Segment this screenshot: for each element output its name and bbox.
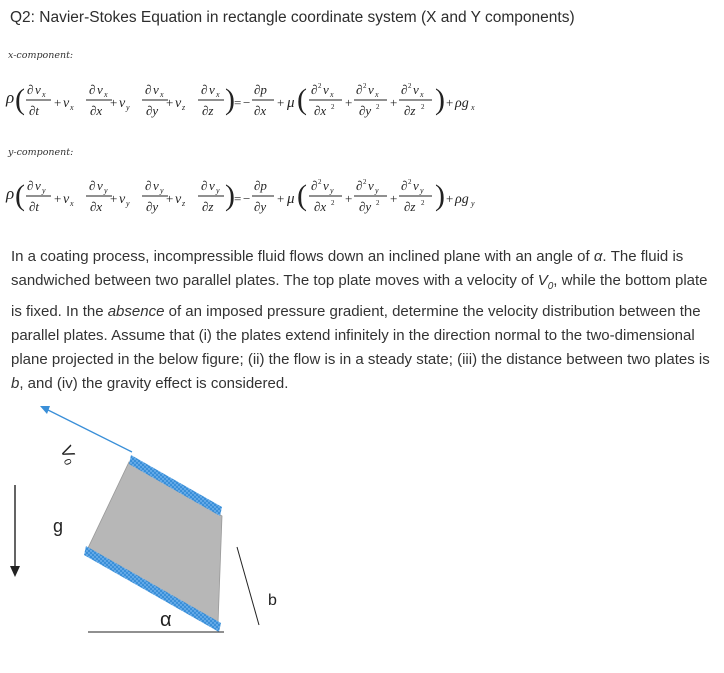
velocity-symbol: v bbox=[209, 82, 215, 97]
inclined-plates-figure bbox=[0, 400, 340, 640]
mu-symbol: μ bbox=[287, 191, 295, 207]
partial-denominator: ∂y bbox=[254, 199, 267, 214]
para-part-3: , while the bottom plate is fixed. In the bbox=[11, 272, 708, 320]
body-force: ρg bbox=[455, 96, 469, 111]
partial-symbol: ∂ bbox=[401, 82, 408, 97]
alpha-label: α bbox=[160, 609, 172, 631]
velocity-subscript: x bbox=[330, 90, 334, 99]
partial-symbol: ∂ bbox=[89, 82, 96, 97]
plus-symbol: + bbox=[446, 191, 454, 206]
spacing-line bbox=[237, 547, 259, 625]
velocity-subscript: y bbox=[42, 186, 46, 195]
v0-symbol bbox=[537, 272, 554, 293]
partial-symbol: ∂ bbox=[145, 178, 152, 193]
mu-symbol: μ bbox=[287, 95, 295, 111]
plus-symbol: + bbox=[390, 95, 398, 110]
question-title: Q2: Navier-Stokes Equation in rectangle coordinate system (X and Y components) bbox=[10, 9, 575, 26]
velocity-subscript: y bbox=[104, 186, 108, 195]
velocity-symbol: v bbox=[63, 96, 70, 111]
velocity-symbol: v bbox=[153, 178, 159, 193]
b-label: b bbox=[268, 592, 277, 609]
exponent: 2 bbox=[331, 199, 335, 207]
velocity-symbol: v bbox=[119, 96, 126, 111]
partial-denominator: ∂x bbox=[254, 103, 267, 118]
velocity-symbol: v bbox=[413, 178, 419, 193]
para-part-5: , and (iv) the gravity effect is considered. bbox=[19, 375, 289, 393]
plus-symbol: + bbox=[446, 95, 454, 110]
navier-stokes-x-equation bbox=[0, 70, 500, 130]
exponent: 2 bbox=[421, 199, 425, 207]
velocity-subscript: y bbox=[126, 199, 130, 208]
plus-symbol: + bbox=[166, 191, 174, 206]
exponent: 2 bbox=[376, 103, 380, 111]
velocity-subscript: x bbox=[216, 90, 220, 99]
partial-symbol: ∂ bbox=[311, 178, 318, 193]
velocity-symbol: v bbox=[63, 192, 70, 207]
body-force-subscript: y bbox=[471, 199, 475, 208]
velocity-subscript: x bbox=[70, 199, 74, 208]
velocity-subscript: x bbox=[42, 90, 46, 99]
partial-symbol: ∂ bbox=[145, 82, 152, 97]
partial-symbol: ∂ bbox=[201, 178, 208, 193]
partial-denominator: ∂t bbox=[29, 103, 40, 118]
plus-symbol: + bbox=[277, 95, 285, 110]
partial-symbol: ∂ bbox=[27, 178, 34, 193]
velocity-symbol: v bbox=[323, 178, 329, 193]
plus-symbol: + bbox=[54, 191, 62, 206]
paren: ) bbox=[435, 83, 445, 116]
v0-arrowhead bbox=[40, 406, 50, 414]
para-part-4: of an imposed pressure gradient, determine the velocity distribution between the parallel plates. Assume that (i) the plates extend infinitely in the direction normal to the two-dimensional plane projected in the below figure; (ii) the flow is in a steady state; (iii) the distance between two plates is bbox=[11, 302, 710, 369]
plus-symbol: + bbox=[345, 191, 353, 206]
velocity-symbol: v bbox=[35, 82, 41, 97]
equals-symbol: = bbox=[234, 191, 242, 206]
x-component-label: x-component: bbox=[8, 50, 74, 61]
partial-symbol: ∂ bbox=[401, 178, 408, 193]
navier-stokes-y-equation bbox=[0, 166, 500, 226]
partial-denominator: ∂x bbox=[314, 103, 327, 118]
exponent: 2 bbox=[363, 178, 367, 186]
minus-symbol: − bbox=[243, 191, 251, 206]
velocity-symbol: v bbox=[368, 82, 374, 97]
partial-symbol: ∂ bbox=[356, 178, 363, 193]
paren: ) bbox=[225, 179, 235, 212]
velocity-subscript: x bbox=[375, 90, 379, 99]
partial-denominator: ∂y bbox=[146, 199, 159, 214]
rho-symbol: ρ bbox=[6, 88, 15, 107]
plus-symbol: + bbox=[390, 191, 398, 206]
plus-symbol: + bbox=[54, 95, 62, 110]
partial-denominator: ∂y bbox=[359, 199, 372, 214]
paren: ( bbox=[297, 179, 307, 212]
exponent: 2 bbox=[408, 82, 412, 90]
velocity-subscript: z bbox=[182, 199, 186, 208]
para-part-2: . The fluid is sandwiched between two parallel plates. The top plate moves with a velocity of bbox=[11, 248, 684, 290]
velocity-symbol: v bbox=[413, 82, 419, 97]
fluid-region bbox=[88, 462, 222, 624]
paren: ( bbox=[297, 83, 307, 116]
b-symbol: b bbox=[11, 375, 20, 393]
partial-denominator: ∂x bbox=[314, 199, 327, 214]
partial-denominator: ∂z bbox=[202, 199, 214, 214]
exponent: 2 bbox=[363, 82, 367, 90]
exponent: 2 bbox=[421, 103, 425, 111]
velocity-subscript: y bbox=[216, 186, 220, 195]
partial-pressure: ∂p bbox=[254, 82, 267, 97]
exponent: 2 bbox=[318, 82, 322, 90]
y-component-label: y-component: bbox=[8, 147, 74, 158]
velocity-symbol: v bbox=[97, 178, 103, 193]
body-force-subscript: x bbox=[471, 103, 475, 112]
velocity-subscript: y bbox=[330, 186, 334, 195]
velocity-subscript: z bbox=[182, 103, 186, 112]
velocity-subscript: x bbox=[420, 90, 424, 99]
exponent: 2 bbox=[408, 178, 412, 186]
partial-symbol: ∂ bbox=[356, 82, 363, 97]
partial-denominator: ∂x bbox=[90, 103, 103, 118]
partial-denominator: ∂z bbox=[404, 103, 416, 118]
partial-symbol: ∂ bbox=[27, 82, 34, 97]
paren: ( bbox=[15, 179, 25, 212]
body-force: ρg bbox=[455, 192, 469, 207]
v0-sub: 0 bbox=[547, 281, 554, 293]
plus-symbol: + bbox=[345, 95, 353, 110]
velocity-subscript: y bbox=[160, 186, 164, 195]
para-part-1: In a coating process, incompressible fluid flows down an inclined plane with an angle of bbox=[11, 248, 594, 265]
partial-symbol: ∂ bbox=[201, 82, 208, 97]
partial-pressure: ∂p bbox=[254, 178, 267, 193]
velocity-symbol: v bbox=[97, 82, 103, 97]
plus-symbol: + bbox=[110, 191, 118, 206]
velocity-subscript: x bbox=[70, 103, 74, 112]
partial-denominator: ∂z bbox=[202, 103, 214, 118]
velocity-symbol: v bbox=[35, 178, 41, 193]
partial-denominator: ∂y bbox=[146, 103, 159, 118]
exponent: 2 bbox=[318, 178, 322, 186]
paren: ) bbox=[435, 179, 445, 212]
v0-arrow bbox=[44, 408, 132, 452]
problem-statement bbox=[11, 245, 713, 397]
alpha-symbol: α bbox=[593, 248, 603, 265]
partial-denominator: ∂t bbox=[29, 199, 40, 214]
absence-emphasis: absence bbox=[107, 302, 165, 320]
partial-denominator: ∂x bbox=[90, 199, 103, 214]
velocity-subscript: x bbox=[160, 90, 164, 99]
v0-label: V₀ bbox=[56, 442, 82, 468]
velocity-subscript: y bbox=[375, 186, 379, 195]
rho-symbol: ρ bbox=[6, 184, 15, 203]
velocity-symbol: v bbox=[368, 178, 374, 193]
velocity-subscript: x bbox=[104, 90, 108, 99]
gravity-arrowhead bbox=[10, 566, 20, 577]
velocity-subscript: y bbox=[420, 186, 424, 195]
partial-denominator: ∂y bbox=[359, 103, 372, 118]
v0-main: V bbox=[537, 272, 548, 290]
velocity-symbol: v bbox=[323, 82, 329, 97]
plus-symbol: + bbox=[277, 191, 285, 206]
velocity-symbol: v bbox=[175, 96, 182, 111]
partial-symbol: ∂ bbox=[89, 178, 96, 193]
partial-symbol: ∂ bbox=[311, 82, 318, 97]
velocity-symbol: v bbox=[209, 178, 215, 193]
velocity-symbol: v bbox=[175, 192, 182, 207]
velocity-symbol: v bbox=[153, 82, 159, 97]
partial-denominator: ∂z bbox=[404, 199, 416, 214]
equals-symbol: = bbox=[234, 95, 242, 110]
g-label: g bbox=[53, 516, 64, 536]
plus-symbol: + bbox=[166, 95, 174, 110]
exponent: 2 bbox=[376, 199, 380, 207]
paren: ( bbox=[15, 83, 25, 116]
velocity-symbol: v bbox=[119, 192, 126, 207]
exponent: 2 bbox=[331, 103, 335, 111]
velocity-subscript: y bbox=[126, 103, 130, 112]
minus-symbol: − bbox=[243, 95, 251, 110]
paren: ) bbox=[225, 83, 235, 116]
plus-symbol: + bbox=[110, 95, 118, 110]
